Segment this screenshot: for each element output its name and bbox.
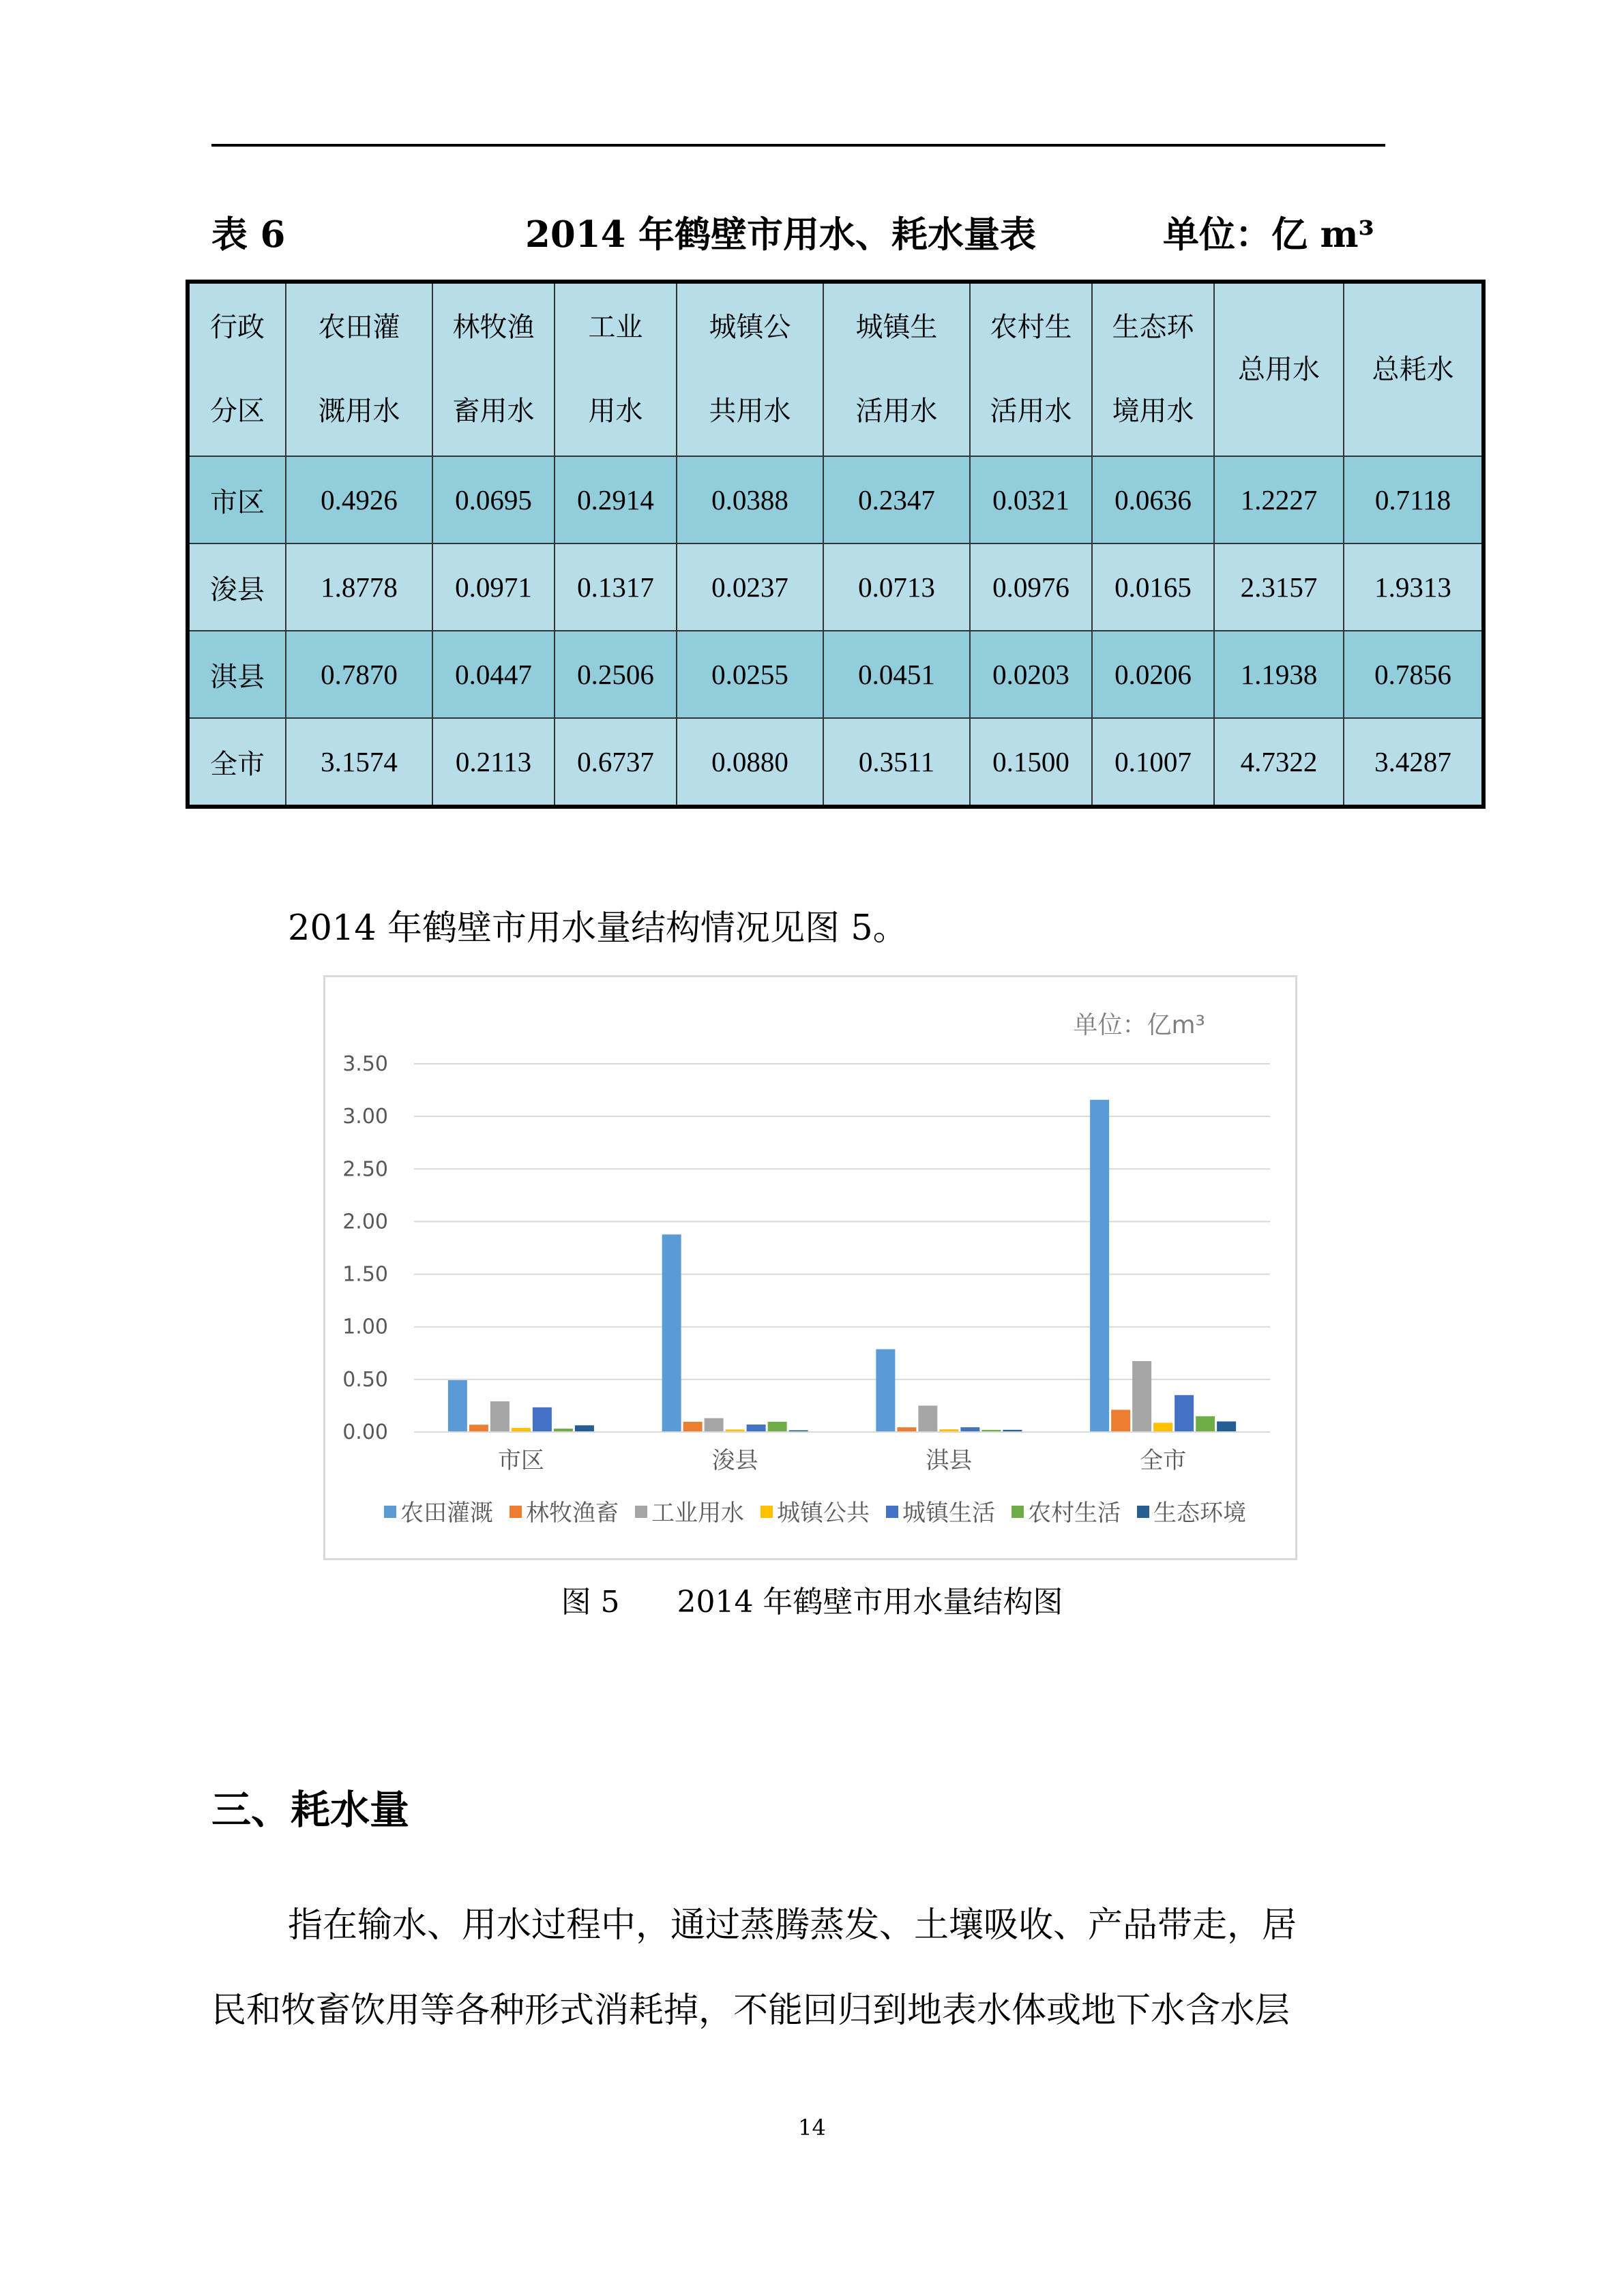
table-header-text: 共用水: [709, 396, 791, 427]
table-header-text: 用水: [588, 396, 643, 427]
legend-label: 农田灌溉: [400, 1500, 493, 1527]
table-title: 2014 年鹤壁市用水、耗水量表: [525, 213, 1036, 256]
table-header-text: 分区: [210, 396, 265, 427]
bar-城镇生活-全市: [1175, 1395, 1194, 1432]
table-header-text: 活用水: [990, 396, 1072, 427]
paragraph-line: 指在输水、用水过程中，通过蒸腾蒸发、土壤吸收、产品带走，居: [288, 1905, 1297, 1945]
table-cell: 0.0255: [677, 631, 823, 718]
table-cell: 0.1007: [1092, 718, 1214, 807]
legend-label: 生态环境: [1153, 1500, 1246, 1527]
table-cell: 3.4287: [1344, 718, 1483, 807]
table-cell: 0.0388: [677, 456, 823, 543]
table-header-cell: [1092, 282, 1214, 456]
table-header-text: 城镇公: [709, 312, 791, 343]
x-category-label: 全市: [1140, 1447, 1187, 1474]
y-tick-label: 2.00: [342, 1210, 388, 1234]
table-header-text: 生态环: [1112, 312, 1194, 343]
table-header-cell: [677, 282, 823, 456]
table-header-cell: [970, 282, 1092, 456]
table-cell: 0.0237: [677, 543, 823, 631]
bar-农田灌溉-淇县: [876, 1350, 895, 1432]
y-tick-label: 0.00: [342, 1420, 388, 1444]
paragraph-line: 民和牧畜饮用等各种形式消耗掉，不能回归到地表水体或地下水含水层: [211, 1991, 1290, 2031]
bar-林牧渔畜-全市: [1111, 1410, 1130, 1432]
row-label-cell: 浚县: [188, 543, 286, 631]
table-header-text: 境用水: [1112, 396, 1194, 427]
table-header-cell: [1214, 282, 1344, 456]
table-cell: 0.0976: [970, 543, 1092, 631]
bar-城镇生活-浚县: [747, 1425, 766, 1432]
water-use-structure-chart: [323, 975, 1297, 1560]
table-cell: 0.2347: [823, 456, 970, 543]
bar-生态环境-全市: [1217, 1421, 1236, 1432]
table-header-cell: [1344, 282, 1483, 456]
table-header-cell: [286, 282, 432, 456]
table-cell: 0.0203: [970, 631, 1092, 718]
table-cell: 0.4926: [286, 456, 432, 543]
row-label-cell: 淇县: [188, 631, 286, 718]
legend-swatch: [761, 1506, 773, 1518]
table-cell: 0.0636: [1092, 456, 1214, 543]
bar-农田灌溉-全市: [1090, 1100, 1109, 1432]
figure-caption: 图 5 2014 年鹤壁市用水量结构图: [561, 1585, 1063, 1620]
table-header-row: [188, 282, 1483, 456]
table-cell: 1.8778: [286, 543, 432, 631]
legend-swatch: [635, 1506, 647, 1518]
row-label-cell: 市区: [188, 456, 286, 543]
table-header-cell: [432, 282, 555, 456]
table-cell: 0.1500: [970, 718, 1092, 807]
bar-农田灌溉-市区: [448, 1380, 467, 1432]
table-cell: 0.0206: [1092, 631, 1214, 718]
bar-工业用水-全市: [1132, 1361, 1151, 1432]
legend-label: 城镇生活: [902, 1500, 995, 1527]
table-cell: 0.6737: [555, 718, 677, 807]
table-cell: 0.0321: [970, 456, 1092, 543]
bar-城镇生活-市区: [533, 1407, 552, 1432]
water-use-table: [186, 280, 1486, 809]
table-cell: 0.0165: [1092, 543, 1214, 631]
table-cell: 2.3157: [1214, 543, 1344, 631]
bar-工业用水-淇县: [918, 1405, 937, 1432]
table-unit: 单位：亿 m³: [1163, 213, 1374, 256]
bar-林牧渔畜-淇县: [897, 1427, 916, 1432]
legend-label: 城镇公共: [777, 1500, 870, 1527]
y-tick-label: 3.50: [342, 1052, 388, 1076]
table-header-cell: [823, 282, 970, 456]
table-cell: 0.0880: [677, 718, 823, 807]
table-header-text: 农村生: [990, 312, 1072, 343]
bar-农田灌溉-浚县: [662, 1234, 681, 1432]
legend-swatch: [510, 1506, 522, 1518]
legend-swatch: [1137, 1506, 1149, 1518]
table-number: 表 6: [211, 213, 286, 256]
bar-林牧渔畜-浚县: [683, 1422, 703, 1432]
table-header-text: 畜用水: [452, 396, 535, 427]
bar-工业用水-市区: [490, 1401, 510, 1432]
row-label-cell: 全市: [188, 718, 286, 807]
legend-label: 工业用水: [651, 1500, 744, 1527]
y-tick-label: 3.00: [342, 1105, 388, 1129]
page-number: 14: [798, 2115, 826, 2141]
table-header-text: 活用水: [855, 396, 938, 427]
bar-林牧渔畜-市区: [469, 1425, 488, 1432]
legend-swatch: [384, 1506, 396, 1518]
table-header-text: 总耗水: [1372, 353, 1454, 385]
table-row: [188, 631, 1483, 718]
table-header-text: 溉用水: [318, 396, 400, 427]
legend-label: 农村生活: [1028, 1500, 1121, 1527]
section-heading: 三、耗水量: [211, 1787, 410, 1833]
table-cell: 0.7870: [286, 631, 432, 718]
table-cell: 1.9313: [1344, 543, 1483, 631]
table-row: [188, 718, 1483, 807]
table-header-text: 行政: [210, 312, 265, 343]
bar-城镇公共-全市: [1153, 1422, 1172, 1432]
table-cell: 0.2506: [555, 631, 677, 718]
table-cell: 0.3511: [823, 718, 970, 807]
legend-label: 林牧渔畜: [526, 1500, 619, 1527]
table-header-cell: [555, 282, 677, 456]
table-header-text: 城镇生: [855, 312, 938, 343]
table-cell: 0.0451: [823, 631, 970, 718]
table-cell: 0.0713: [823, 543, 970, 631]
bar-农村生活-浚县: [768, 1422, 787, 1432]
x-category-label: 淇县: [926, 1447, 973, 1474]
y-tick-label: 2.50: [342, 1157, 388, 1182]
x-category-label: 浚县: [711, 1447, 758, 1474]
legend-swatch: [1012, 1506, 1024, 1518]
table-cell: 4.7322: [1214, 718, 1344, 807]
table-cell: 0.0971: [432, 543, 555, 631]
x-category-label: 市区: [497, 1447, 544, 1474]
table-cell: 0.2113: [432, 718, 555, 807]
chart-unit-label: 单位：亿m³: [1073, 1011, 1205, 1039]
table-cell: 0.7856: [1344, 631, 1483, 718]
bar-城镇生活-淇县: [960, 1427, 979, 1432]
bar-农村生活-全市: [1196, 1416, 1215, 1432]
intro-text: 2014 年鹤壁市用水量结构情况见图 5。: [288, 908, 908, 949]
table-header-text: 林牧渔: [452, 312, 535, 343]
y-tick-label: 1.00: [342, 1315, 388, 1339]
table-row: [188, 543, 1483, 631]
bar-生态环境-市区: [575, 1425, 594, 1432]
table-cell: 1.2227: [1214, 456, 1344, 543]
y-tick-label: 0.50: [342, 1367, 388, 1392]
chart-canvas: [325, 977, 1299, 1562]
header-rule: [211, 144, 1385, 147]
table-cell: 0.0695: [432, 456, 555, 543]
table-header-text: 总用水: [1238, 353, 1320, 385]
bar-工业用水-浚县: [705, 1418, 724, 1432]
table-cell: 1.1938: [1214, 631, 1344, 718]
y-tick-label: 1.50: [342, 1262, 388, 1287]
table-cell: 0.0447: [432, 631, 555, 718]
table-header-cell: [188, 282, 286, 456]
table-header-text: 农田灌: [318, 312, 400, 343]
table-row: [188, 456, 1483, 543]
table-cell: 0.2914: [555, 456, 677, 543]
table-cell: 0.7118: [1344, 456, 1483, 543]
table-cell: 3.1574: [286, 718, 432, 807]
legend-swatch: [886, 1506, 898, 1518]
table-cell: 0.1317: [555, 543, 677, 631]
table-header-text: 工业: [588, 312, 643, 343]
